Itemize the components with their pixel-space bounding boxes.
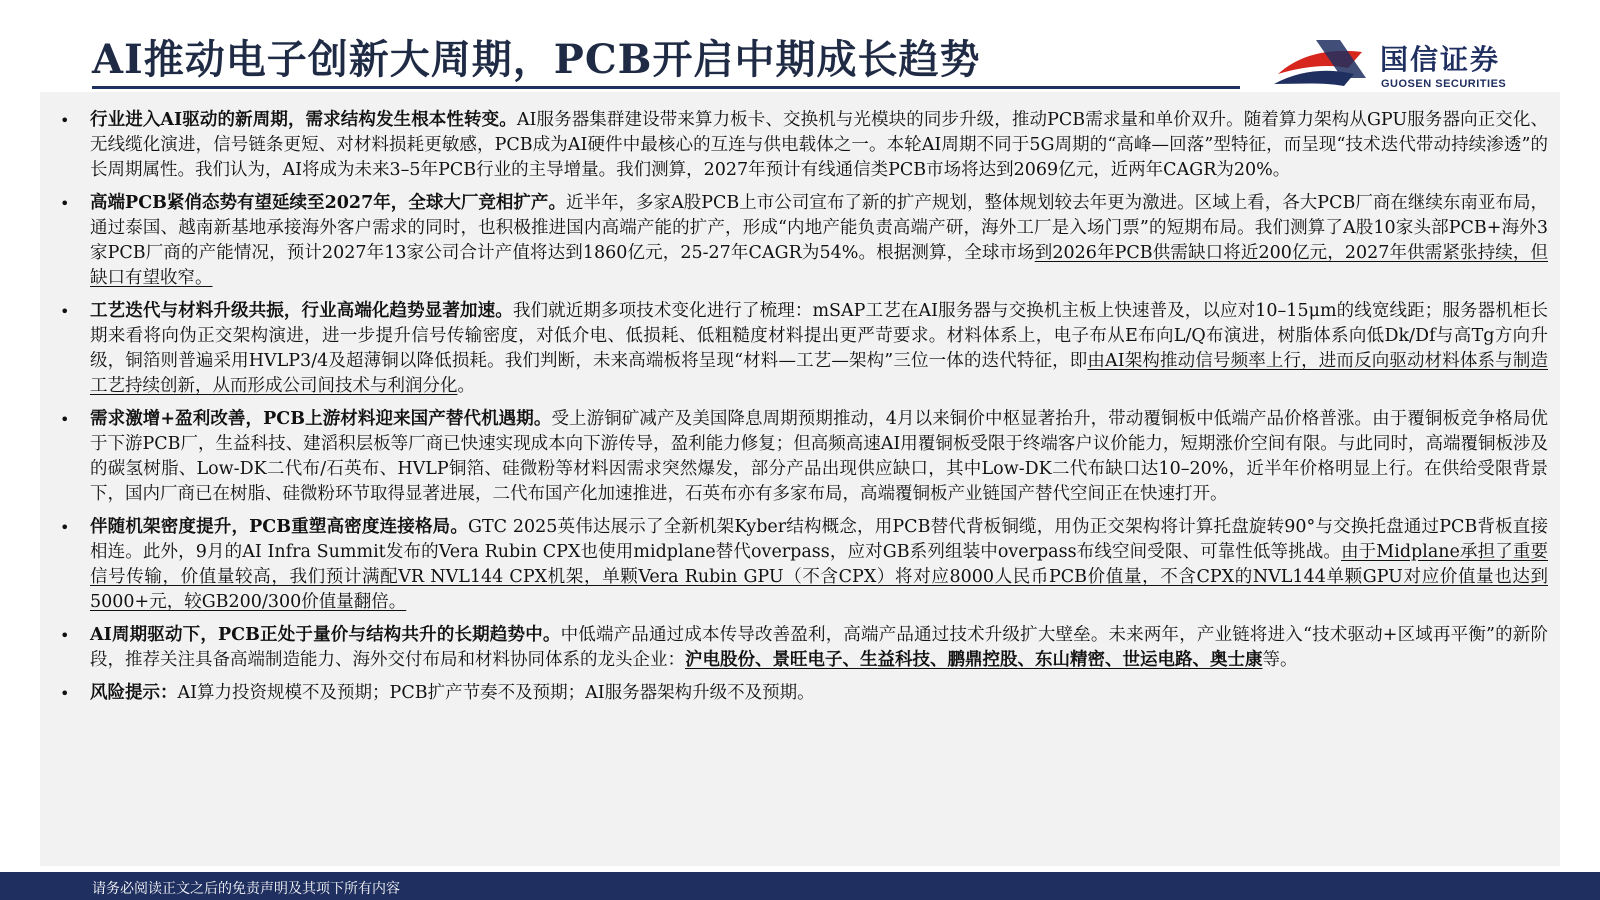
stock-name: 东山精密 [1035, 650, 1105, 670]
stock-name: 世运电路 [1122, 650, 1193, 670]
bullet-body: 中低端产品通过成本传导改善盈利，高端产品通过技术升级扩大壁垒。未来两年，产业链将进入“技术驱动+区域再平衡”的新阶段，推荐关注具备高端制造能力、海外交付布局和材料协同体系的龙头企业： [90, 625, 1548, 670]
bullet-underline: 由AI架构推动信号频率上行，进而反向驱动材料体系与制造工艺持续创新，从而形成公司间技术与利润分化 [90, 351, 1548, 396]
bullet-lead: 行业进入AI驱动的新周期，需求结构发生根本性转变。 [90, 110, 517, 130]
footer-disclaimer: 请务必阅读正文之后的免责声明及其项下所有内容 [92, 881, 400, 897]
page-title: AI推动电子创新大周期，PCB开启中期成长趋势 [92, 36, 981, 83]
bullet-lead: 高端PCB紧俏态势有望延续至2027年，全球大厂竞相扩产。 [90, 193, 566, 213]
bullet-body: GTC 2025英伟达展示了全新机架Kyber结构概念，用PCB替代背板铜缆，用伪正交架构将计算托盘旋转90°与交换托盘通过PCB背板直接相连。此外，9月的AI Infra Summit发布的Vera Rubin CPX也使用midplane替代overpass，应对GB系列组装中overpass布线空间受限、可靠性低等挑战。 [90, 517, 1548, 562]
stock-name: 生益科技 [860, 650, 930, 670]
bullet-dot: • [60, 111, 70, 130]
bullet-item [52, 515, 1548, 615]
bullet-dot: • [60, 194, 70, 213]
stock-separator: 、 [930, 650, 948, 670]
bullet-lead: 工艺迭代与材料升级共振，行业高端化趋势显著加速。 [90, 301, 513, 321]
bullet-item [52, 299, 1548, 399]
stock-separator: 、 [1192, 650, 1210, 670]
bullet-lead: 风险提示： [90, 683, 178, 703]
bullet-dot: • [60, 518, 70, 537]
bullet-body: 我们就近期多项技术变化进行了梳理：mSAP工艺在AI服务器与交换机主板上快速普及，以应对10–15μm的线宽线距；服务器机柜长期来看将向伪正交架构演进，进一步提升信号传输密度，对低介电、低损耗、低粗糙度材料提出更严苛要求。材料体系上，电子布从E布向L/Q布演进，树脂体系向低Dk/Df与高Tg方向升级，铜箔则普遍采用HVLP3/4及超薄铜以降低损耗。我们判断，未来高端板将呈现“材料—工艺—架构”三位一体的迭代特征，即 [90, 301, 1548, 371]
stock-separator: 、 [755, 650, 773, 670]
stock-separator: 、 [842, 650, 860, 670]
stock-name: 景旺电子 [772, 650, 843, 670]
logo-text: 国信证券 [1380, 43, 1501, 76]
bullet-lead: 伴随机架密度提升，PCB重塑高密度连接格局。 [90, 517, 469, 537]
bullet-body: AI算力投资规模不及预期；PCB扩产节奏不及预期；AI服务器架构升级不及预期。 [177, 683, 815, 703]
logo-subtitle: GUOSEN SECURITIES [1381, 78, 1507, 90]
stock-separator: 、 [1105, 650, 1123, 670]
bullet-list [52, 108, 1548, 714]
bullet-tail: 。 [457, 376, 475, 396]
bullet-dot: • [60, 626, 70, 645]
stock-separator: 、 [1017, 650, 1035, 670]
bullet-item [52, 108, 1548, 183]
stock-name: 奥士康 [1210, 650, 1263, 670]
bullet-item [52, 681, 1548, 706]
stock-name: 鹏鼎控股 [947, 650, 1018, 670]
stock-name: 沪电股份 [685, 650, 755, 670]
bullet-dot: • [60, 410, 70, 429]
bullet-body: 受上游铜矿减产及美国降息周期预期推动，4月以来铜价中枢显著抬升，带动覆铜板中低端产品价格普涨。由于覆铜板竞争格局优于下游PCB厂，生益科技、建滔积层板等厂商已快速实现成本向下游传导，盈利能力修复；但高频高速AI用覆铜板受限于终端客户议价能力，短期涨价空间有限。与此同时，高端覆铜板涉及的碳氢树脂、Low-DK二代布/石英布、HVLP铜箔、硅微粉等材料因需求突然爆发，部分产品出现供应缺口，其中Low-DK二代布缺口达10–20%，近半年价格明显上行。在供给受限背景下，国内厂商已在树脂、硅微粉环节取得显著进展，二代布国产化加速推进，石英布亦有多家布局，高端覆铜板产业链国产替代空间正在快速打开。 [90, 409, 1548, 504]
bullet-underline: 到2026年PCB供需缺口将近200亿元，2027年供需紧张持续，但缺口有望收窄。 [90, 243, 1548, 288]
bullet-item [52, 191, 1548, 291]
bullet-body: 近半年，多家A股PCB上市公司宣布了新的扩产规划，整体规划较去年更为激进。区域上看，各大PCB厂商在继续东南亚布局，通过泰国、越南新基地承接海外客户需求的同时，也积极推进国内高端产能的扩产，形成“内地产能负责高端产研，海外工厂是入场门票”的短期布局。我们测算了A股10家头部PCB+海外3家PCB厂商的产能情况，预计2027年13家公司合计产值将达到1860亿元，25-27年CAGR为54%。根据测算，全球市场 [90, 193, 1548, 263]
bullet-lead: 需求激增+盈利改善，PCB上游材料迎来国产替代机遇期。 [90, 409, 552, 429]
bullet-body: AI服务器集群建设带来算力板卡、交换机与光模块的同步升级，推动PCB需求量和单价双升。随着算力架构从GPU服务器向正交化、无线缆化演进，信号链条更短、对材料损耗更敏感，PCB成为AI硬件中最核心的互连与供电载体之一。本轮AI周期不同于5G周期的“高峰—回落”型特征，而呈现“技术迭代带动持续渗透”的长周期属性。我们认为，AI将成为未来3–5年PCB行业的主导增量。我们测算，2027年预计有线通信类PCB市场将达到2069亿元，近两年CAGR为20%。 [90, 110, 1548, 180]
bullet-tail: 等。 [1262, 650, 1298, 670]
bullet-item [52, 407, 1548, 507]
bullet-item [52, 623, 1548, 673]
bullet-underline: 由于Midplane承担了重要信号传输，价值量较高，我们预计满配VR NVL144 CPX机架，单颗Vera Rubin GPU（不含CPX）将对应8000人民币PCB价值量，不含CPX的NVL144单颗GPU对应价值量也达到5000+元，较GB200/300价值量翻倍。 [90, 542, 1549, 612]
bullet-dot: • [60, 302, 70, 321]
bullet-lead: AI周期驱动下，PCB正处于量价与结构共升的长期趋势中。 [90, 625, 561, 645]
title-divider [92, 86, 1240, 89]
bullet-dot: • [60, 684, 70, 703]
